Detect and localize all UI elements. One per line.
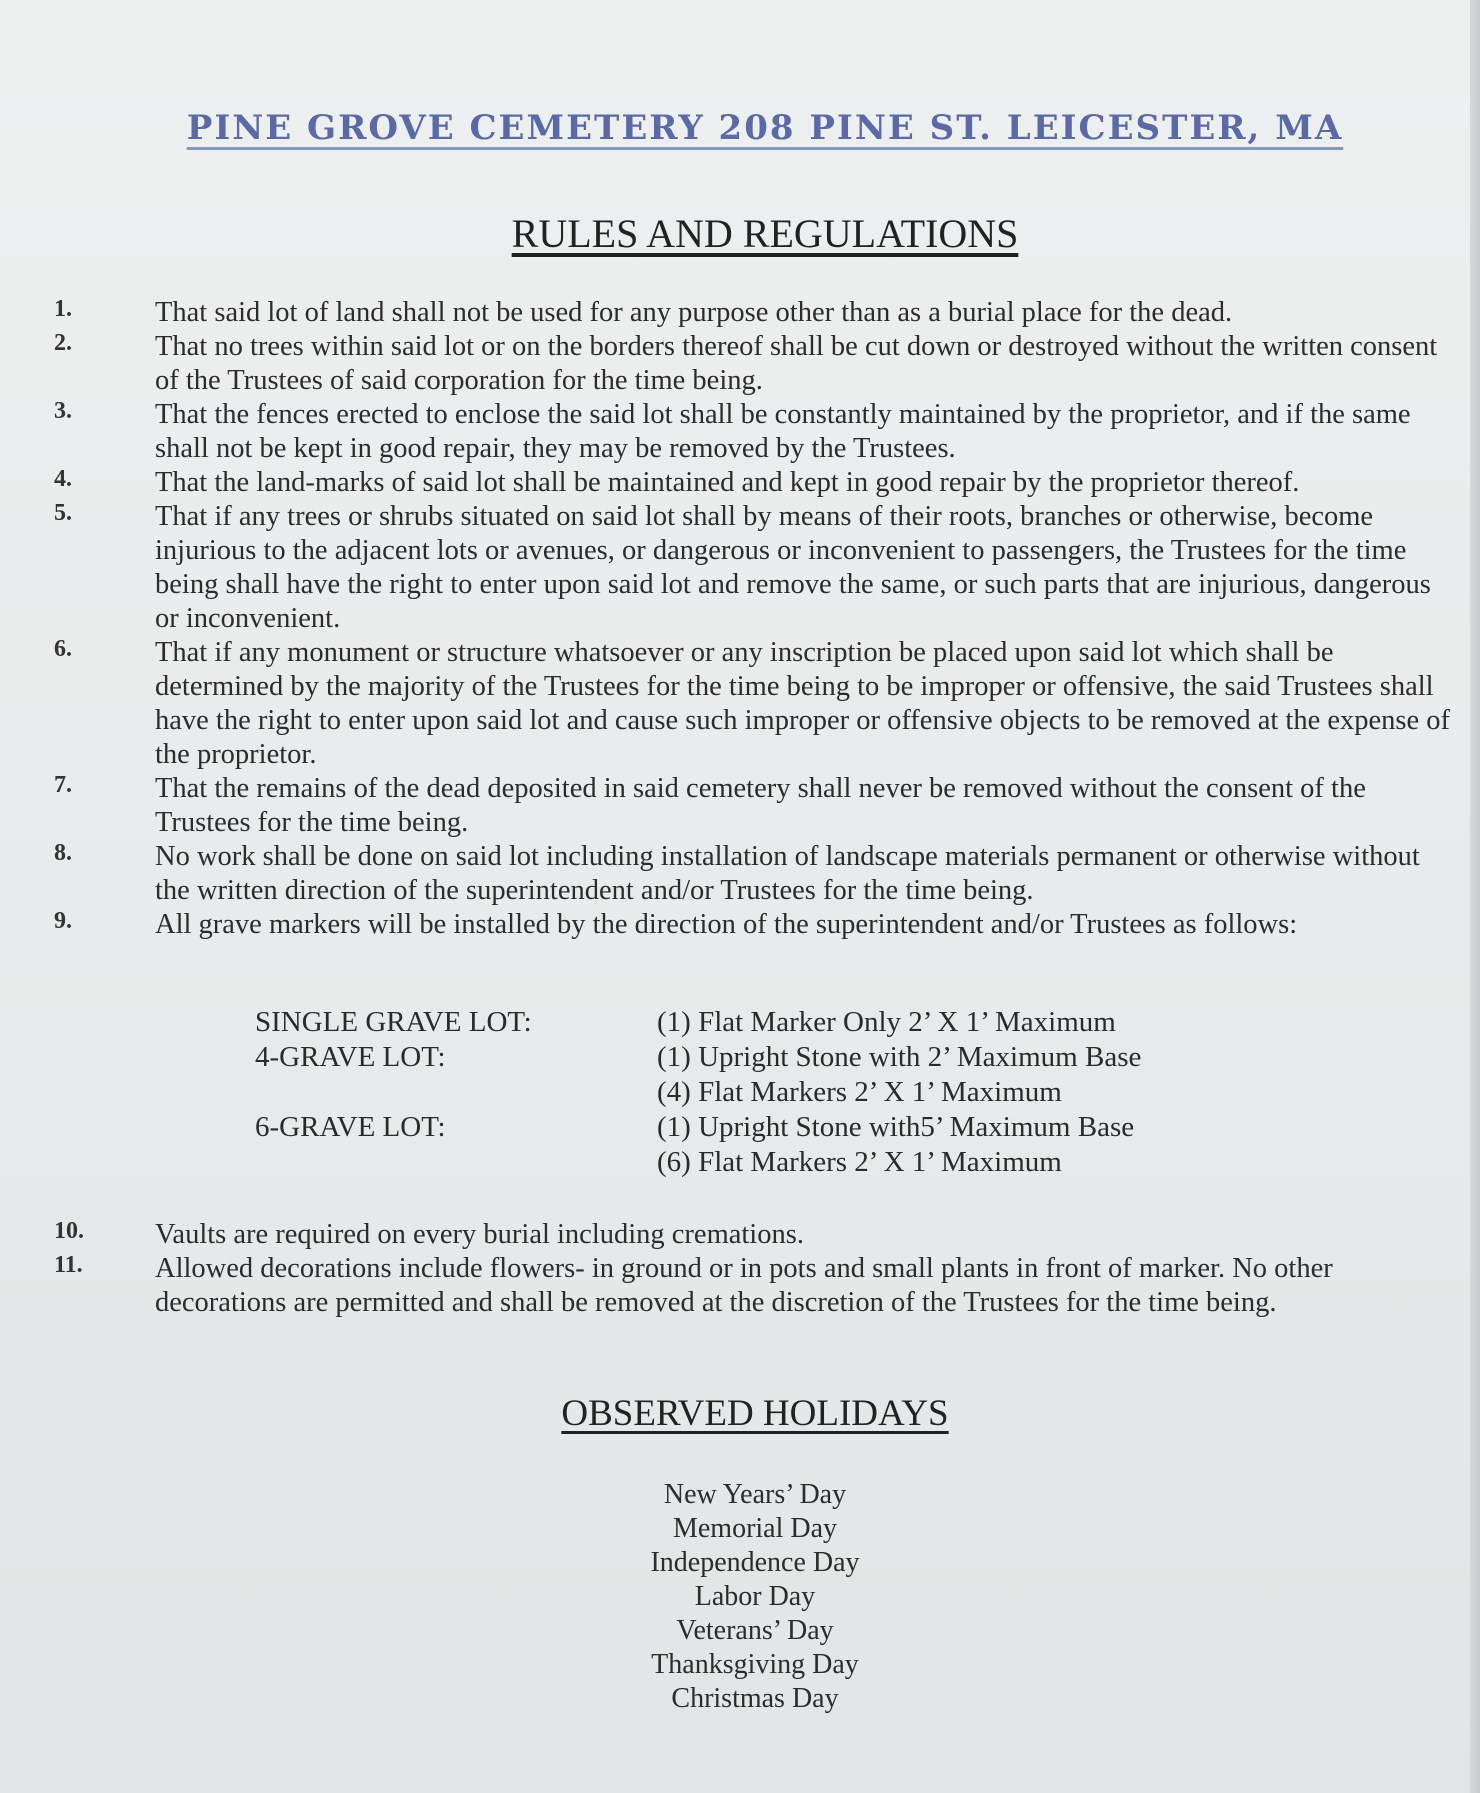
document-title: RULES AND REGULATIONS: [511, 211, 1019, 256]
lot-type: 6-GRAVE LOT:: [255, 1111, 446, 1143]
rules-list-continued: [0, 1218, 1480, 1320]
rule-text: That if any monument or structure whatsoever or any inscription be placed upon said lot which shall be determined by the majority of the Trustees for the time being to be improper or offensive, the said Trustees shall have the right to enter upon said lot and cause such improper or offensive objects to be removed at the expense of the proprietor.: [155, 637, 1451, 770]
holidays-heading: OBSERVED HOLIDAYS: [561, 1393, 949, 1434]
rule-text: That the land-marks of said lot shall be maintained and kept in good repair by the proprietor thereof.: [155, 467, 1300, 498]
holiday-item: Labor Day: [694, 1581, 816, 1612]
marker-spec: (4) Flat Markers 2’ X 1’ Maximum: [657, 1076, 1062, 1108]
marker-spec: (1) Upright Stone with5’ Maximum Base: [657, 1111, 1135, 1143]
rules-list: [0, 296, 1480, 942]
rule-item: [0, 330, 1480, 398]
rule-text: That the fences erected to enclose the said lot shall be constantly maintained by the proprietor, and if the same shall not be kept in good repair, they may be removed by the Trustees.: [155, 399, 1411, 464]
rule-number: 4.: [54, 466, 72, 492]
rule-item: [0, 466, 1480, 500]
holidays-list: [0, 1478, 1480, 1716]
lot-type: SINGLE GRAVE LOT:: [255, 1006, 532, 1038]
rule-item: [0, 296, 1480, 330]
holiday-item: Independence Day: [650, 1547, 860, 1578]
holiday-item: Veterans’ Day: [676, 1615, 834, 1646]
marker-row: [255, 1075, 1255, 1110]
rule-text: All grave markers will be installed by the direction of the superintendent and/or Trustees as follows:: [155, 909, 1298, 940]
lot-type: [255, 1145, 657, 1180]
grave-marker-table: [255, 1005, 1255, 1180]
cemetery-letterhead: PINE GROVE CEMETERY 208 PINE ST. LEICESTER, MA: [186, 108, 1344, 148]
marker-spec: (1) Flat Marker Only 2’ X 1’ Maximum: [657, 1006, 1116, 1038]
rule-number: 8.: [54, 840, 72, 866]
rule-item: [0, 908, 1480, 942]
rule-item: [0, 1252, 1480, 1320]
rule-number: 10.: [54, 1218, 84, 1244]
rule-number: 11.: [54, 1252, 83, 1278]
rule-text: That the remains of the dead deposited in said cemetery shall never be removed without the consent of the Trustees for the time being.: [155, 773, 1366, 838]
lot-type: 4-GRAVE LOT:: [255, 1041, 446, 1073]
marker-row: [255, 1005, 1255, 1040]
rule-item: [0, 636, 1480, 772]
holiday-item: Christmas Day: [671, 1683, 839, 1714]
holiday-item: Memorial Day: [672, 1513, 838, 1544]
marker-row: [255, 1040, 1255, 1075]
rule-item: [0, 398, 1480, 466]
rule-item: [0, 500, 1480, 636]
holiday-item: Thanksgiving Day: [651, 1649, 859, 1680]
rule-item: [0, 1218, 1480, 1252]
rule-item: [0, 840, 1480, 908]
rule-text: No work shall be done on said lot including installation of landscape materials permanent or otherwise without the written direction of the superintendent and/or Trustees for the time being.: [155, 841, 1420, 906]
rule-text: Vaults are required on every burial including cremations.: [155, 1219, 804, 1250]
rule-item: [0, 772, 1480, 840]
marker-spec: (6) Flat Markers 2’ X 1’ Maximum: [657, 1146, 1062, 1178]
rule-text: That no trees within said lot or on the borders thereof shall be cut down or destroyed without the written consent of the Trustees of said corporation for the time being.: [155, 331, 1438, 396]
holiday-item: New Years’ Day: [663, 1479, 847, 1510]
rule-number: 3.: [54, 398, 72, 424]
rule-number: 5.: [54, 500, 72, 526]
rule-number: 7.: [54, 772, 72, 798]
rule-number: 9.: [54, 908, 72, 934]
marker-row: [255, 1110, 1255, 1145]
marker-spec: (1) Upright Stone with 2’ Maximum Base: [657, 1041, 1142, 1073]
rule-number: 1.: [54, 296, 72, 322]
rule-number: 2.: [54, 330, 72, 356]
rule-number: 6.: [54, 636, 72, 662]
lot-type: [255, 1075, 657, 1110]
marker-row: [255, 1145, 1255, 1180]
rule-text: Allowed decorations include flowers- in ground or in pots and small plants in front of marker. No other decorations are permitted and shall be removed at the discretion of the Trustees for the time being.: [155, 1253, 1333, 1318]
rule-text: That said lot of land shall not be used for any purpose other than as a burial place for the dead.: [155, 297, 1233, 328]
rule-text: That if any trees or shrubs situated on said lot shall by means of their roots, branches or otherwise, become injurious to the adjacent lots or avenues, or dangerous or inconvenient to passengers, the Trustees for the time being shall have the right to enter upon said lot and remove the same, or such parts that are injurious, dangerous or inconvenient.: [155, 501, 1431, 634]
